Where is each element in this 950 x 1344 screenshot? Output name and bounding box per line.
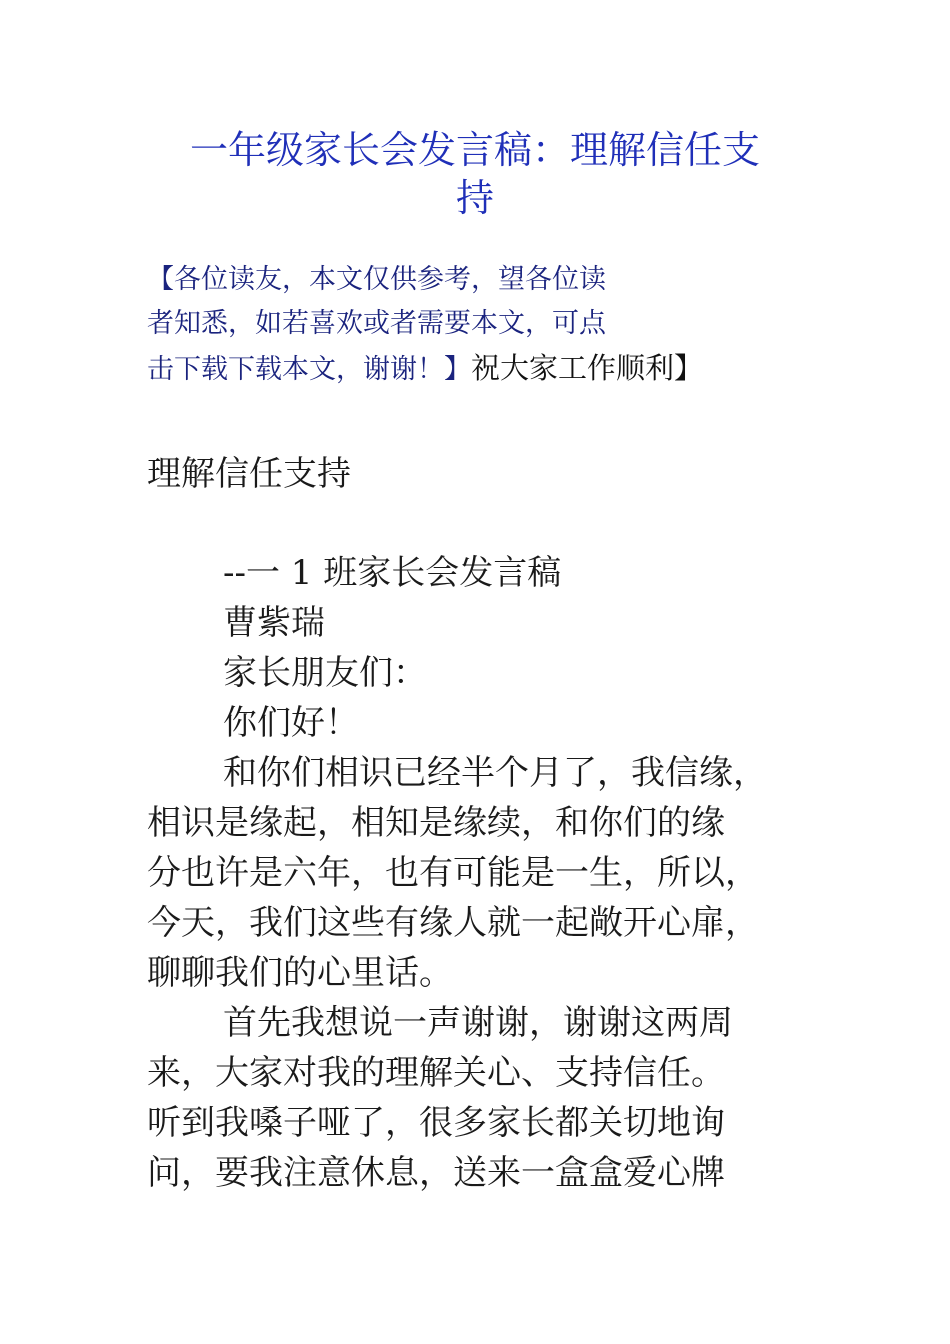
title-line-2: 持	[455, 176, 494, 220]
paragraph-1-line: 和你们相识已经半个月了，我信缘，	[223, 753, 767, 793]
paragraph-2-line: 问，要我注意休息，送来一盒盒爱心牌	[147, 1153, 725, 1193]
paragraph-1-line: 今天，我们这些有缘人就一起敞开心扉，	[147, 903, 759, 943]
document-title	[145, 126, 805, 222]
section-subtitle: 理解信任支持	[147, 454, 351, 494]
paragraph-2-line: 来，大家对我的理解关心、支持信任。	[147, 1053, 725, 1093]
paragraph-1-line: 相识是缘起，相知是缘续，和你们的缘	[147, 803, 725, 843]
title-line-1: 一年级家长会发言稿：理解信任支	[189, 128, 760, 172]
notice-line-2: 者知悉，如若喜欢或者需要本文，可点	[147, 308, 606, 339]
greeting: 你们好！	[223, 703, 359, 743]
paragraph-2	[147, 998, 827, 1198]
paragraph-1-line: 聊聊我们的心里话。	[147, 953, 453, 993]
speech-body	[147, 548, 827, 1198]
author-name: 曹紫瑞	[223, 603, 325, 643]
paragraph-1-line: 分也许是六年，也有可能是一生，所以，	[147, 853, 759, 893]
reader-notice	[147, 258, 767, 392]
salutation: 家长朋友们：	[223, 653, 427, 693]
notice-line-3-text: 击下载下载本文，谢谢！】	[147, 354, 471, 385]
paragraph-1	[147, 748, 827, 998]
paragraph-2-line: 首先我想说一声谢谢，谢谢这两周	[223, 1003, 733, 1043]
notice-tail: 祝大家工作顺利】	[471, 351, 704, 385]
notice-line-1: 【各位读友，本文仅供参考，望各位读	[147, 264, 606, 295]
byline: --一 1 班家长会发言稿	[223, 553, 562, 593]
notice-line-3	[147, 346, 767, 392]
paragraph-2-line: 听到我嗓子哑了，很多家长都关切地询	[147, 1103, 725, 1143]
